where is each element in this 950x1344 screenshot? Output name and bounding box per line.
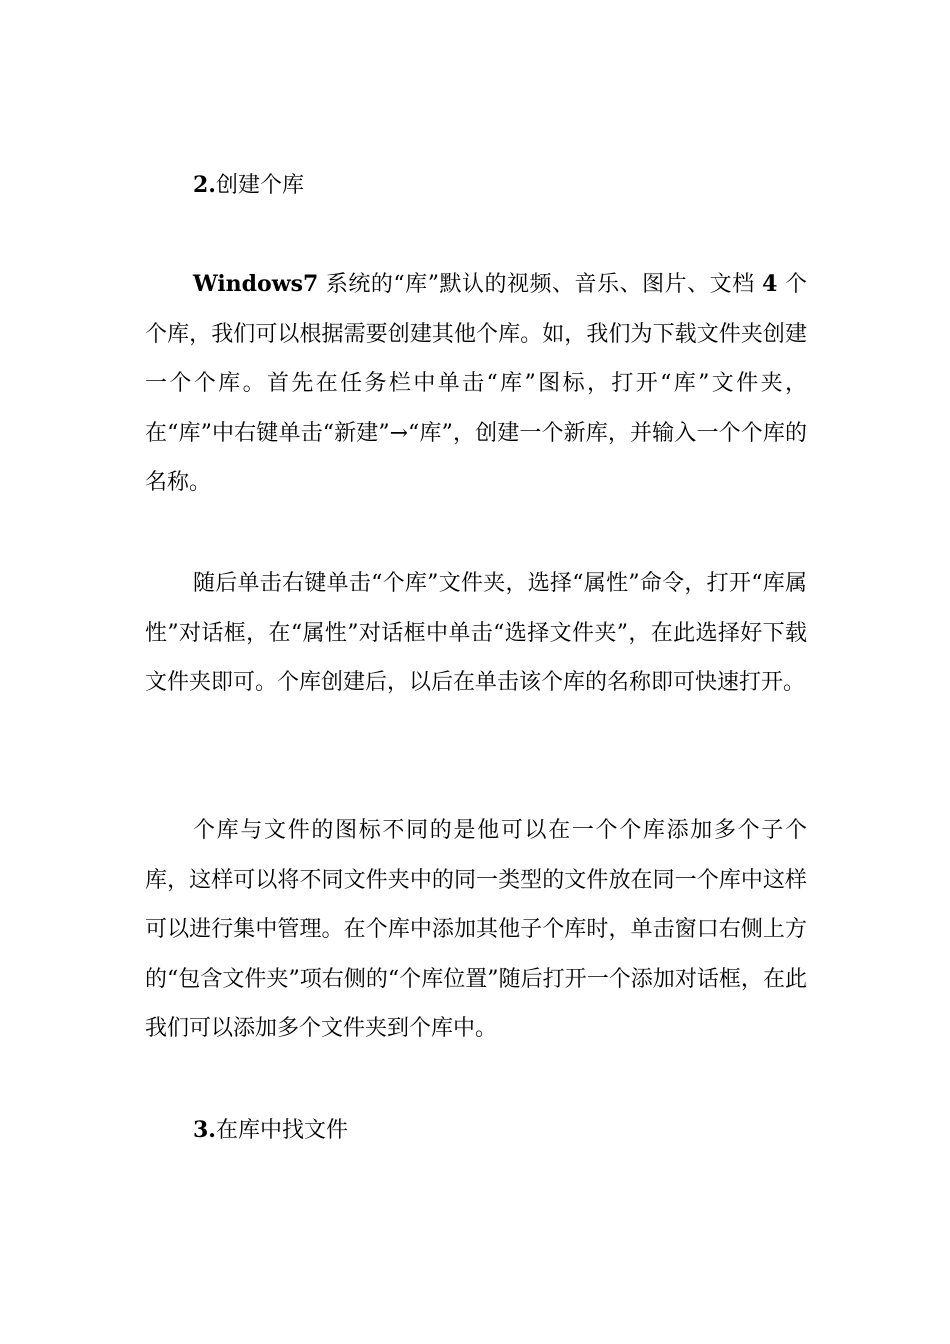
heading-text: 在库中找文件 <box>215 1118 348 1143</box>
heading-text: 创建个库 <box>215 173 304 198</box>
paragraph-library-intro <box>145 260 807 508</box>
paragraph-lead-bold: Windows7 <box>193 271 319 297</box>
section-heading-find-files <box>193 1115 348 1146</box>
heading-number: 2. <box>193 172 216 198</box>
paragraph-sub-libraries: 个库与文件的图标不同的是他可以在一个个库添加多个子个库，这样可以将不同文件夹中的同一类型的文件放在同一个库中这样可以进行集中管理。在个库中添加其他子个库时，单击窗口右侧上方的“包含文件夹”项右侧的“个库位置”随后打开一个添加对话框，在此我们可以添加多个文件夹到个库中。 <box>145 818 807 1041</box>
paragraph-number-bold: 4 <box>762 271 778 297</box>
paragraph-text-a: 系统的“库”默认的视频、音乐、图片、文档 <box>318 272 763 297</box>
section-heading-create-library <box>193 170 304 201</box>
paragraph-text-b: 个个库，我们可以根据需要创建其他个库。如，我们为下载文件夹创建一个个库。首先在任务栏中单击“库”图标，打开“库”文件夹，在“库”中右键单击“新建”→“库”，创建一个新库，并输入一个个库的名称。 <box>145 272 807 495</box>
paragraph-library-properties: 随后单击右键单击“个库”文件夹，选择“属性”命令，打开“库属性”对话框，在“属性”对话框中单击“选择文件夹”，在此选择好下载文件夹即可。个库创建后，以后在单击该个库的名称即可快速打开。 <box>145 571 807 695</box>
heading-number: 3. <box>193 1117 216 1143</box>
